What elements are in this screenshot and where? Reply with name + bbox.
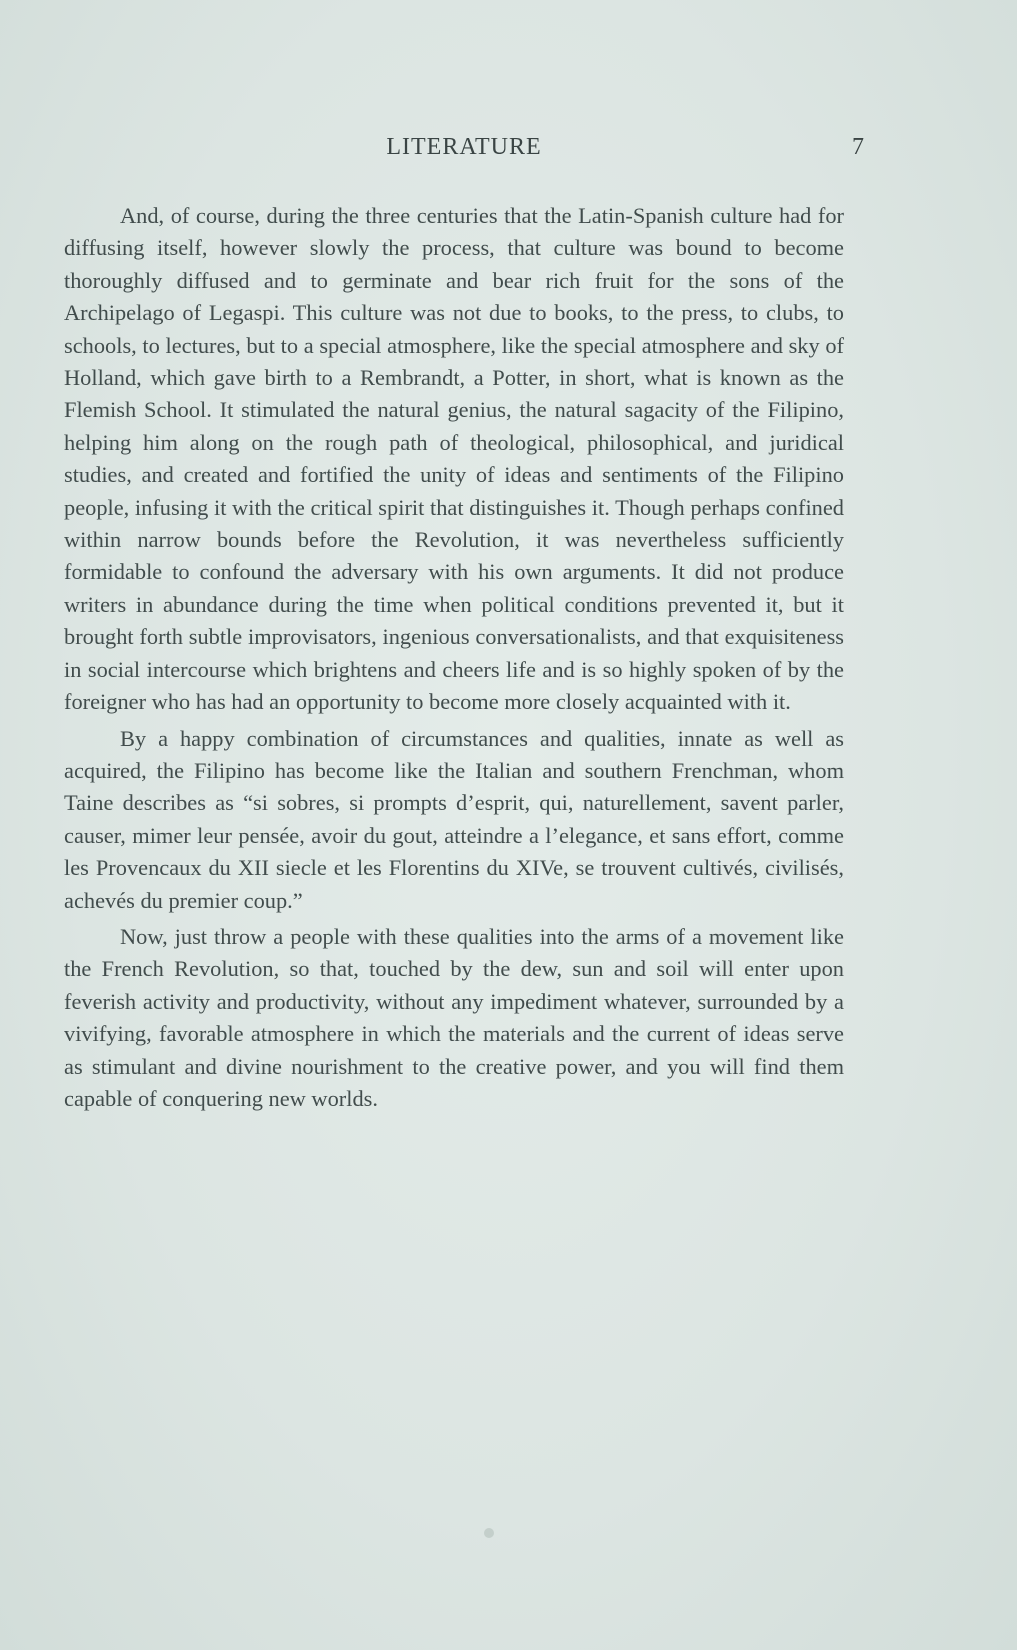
running-head [64,134,864,174]
paragraph-1: And, of course, during the three centuries that the Latin-Spanish culture had for diffusing itself, however slowly the process, that culture was bound to become thoroughly diffused and to germinate and bear rich fruit for the sons of the Archipelago of Legaspi. This culture was not due to books, to the press, to clubs, to schools, to lectures, but to a special atmosphere, like the special atmosphere and sky of Holland, which gave birth to a Rembrandt, a Potter, in short, what is known as the Flemish School. It stimulated the natural genius, the natural sagacity of the Filipino, helping him along on the rough path of theological, philosophical, and juridical studies, and created and fortified the unity of ideas and sentiments of the Filipino people, infusing it with the critical spirit that distinguishes it. Though perhaps confined within narrow bounds before the Revolution, it was nevertheless sufficiently formidable to confound the adversary with his own arguments. It did not produce writers in abundance during the time when political conditions prevented it, but it brought forth subtle improvisators, ingenious conversationalists, and that exquisiteness in social intercourse which brightens and cheers life and is so highly spoken of by the foreigner who has had an opportunity to become more closely acquainted with it. [64,203,844,715]
paragraph-2: By a happy combination of circumstances and qualities, innate as well as acquired, the Filipino has become like the Italian and southern Frenchman, whom Taine describes as “si sobres, si prompts d’esprit, qui, naturellement, savent parler, causer, mimer leur pensée, avoir du gout, atteindre a l’elegance, et sans effort, comme les Provencaux du XII siecle et les Florentins du XIVe, se trouvent cultivés, civilisés, achevés du premier coup.” [64,725,844,913]
paper-stain [484,1528,494,1538]
book-page [64,134,864,1119]
paragraph-3: Now, just throw a people with these qualities into the arms of a movement like the French Revolution, so that, touched by the dew, sun and soil will enter upon feverish activity and productivity, without any impediment whatever, surrounded by a vivifying, favorable atmosphere in which the materials and the current of ideas serve as stimulant and divine nourishment to the creative power, and you will find them capable of conquering new worlds. [64,923,844,1111]
page-number: 7 [852,134,864,160]
chapter-title: LITERATURE [386,134,542,160]
body-text [64,200,844,1115]
